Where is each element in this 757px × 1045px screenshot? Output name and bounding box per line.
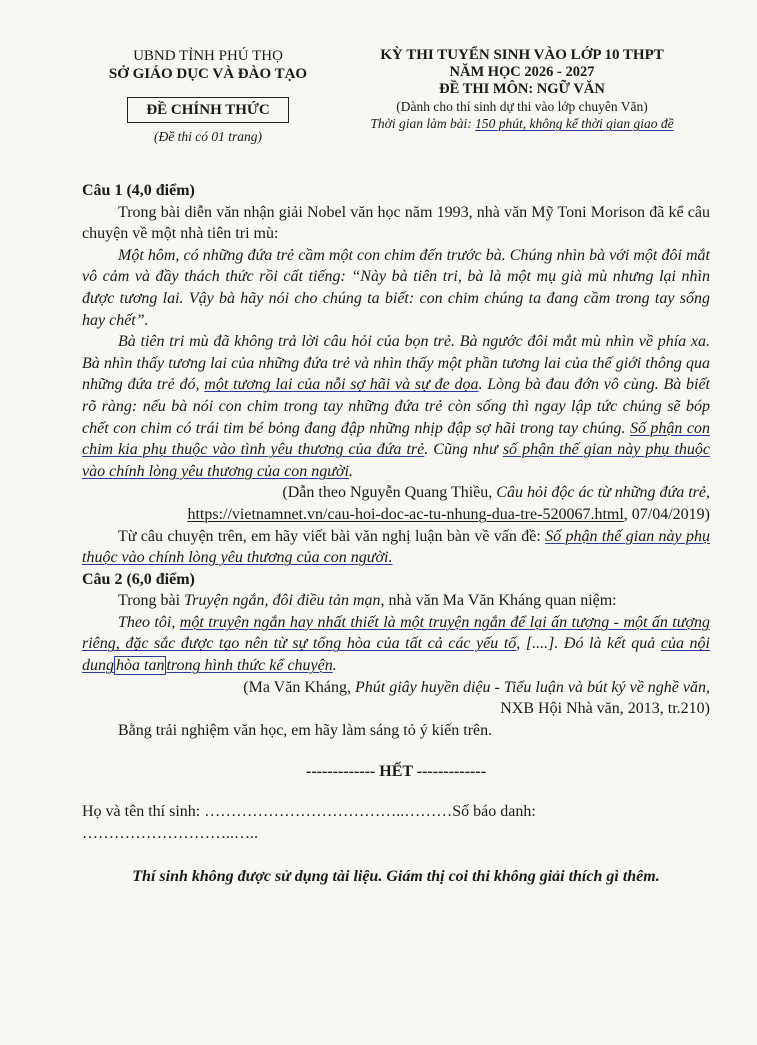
quote-underline-2: của nội dung (82, 635, 710, 675)
quote-boxed-term: hòa tan (116, 657, 165, 675)
story-text: Bà tiên tri mù đã không trả lời câu hỏi của bọn trẻ. Bà ngước đôi mắt mù nhìn về phía xa. Bà nhìn thấy tương lai của những đứa trẻ và nhìn thấy một phần tương lai của thế giới thông qua những đứa trẻ đó, (82, 333, 710, 394)
org-line1: UBND TỈNH PHÚ THỌ (133, 48, 283, 64)
story-text: . Lòng bà đau đớn vô cùng. Bà biết rõ ràng: nếu bà nói con chim trong tay những đứa trẻ còn sống thì ngay lập tức chúng sẽ bóp chết con chim có trái tim bé bỏng đang đập những nhịp đập sợ hãi trong tay chúng. (82, 376, 710, 437)
q1-intro: Trong bài diễn văn nhận giải Nobel văn học năm 1993, nhà văn Mỹ Toni Morison đã kể câu chuyện về một nhà tiên tri mù: (82, 203, 710, 243)
org-line2: SỞ GIÁO DỤC VÀ ĐÀO TẠO (108, 66, 308, 82)
q2-task: Bằng trải nghiệm văn học, em hãy làm sáng tỏ ý kiến trên. (118, 721, 493, 739)
audience: (Dành cho thí sinh dự thi vào lớp chuyên Văn) (396, 99, 648, 114)
q1-task (82, 526, 710, 569)
time-prefix: Thời gian làm bài: (370, 116, 476, 131)
story-underline-2: Số phận con chim kia phụ thuộc vào tình yêu thương của đứa trẻ (82, 419, 710, 459)
exam-body (82, 180, 710, 888)
quote-underline-1: một truyện ngắn hay nhất thiết là một truyện ngắn để lại ấn tượng - một ấn tượng riêng, đặc sắc được tạo nên từ sự tổng hòa của tất cả các yếu tố (82, 613, 711, 653)
quote-text: . (332, 657, 337, 675)
exam-info-block (322, 47, 722, 132)
candidate-info-line: Họ và tên thí sinh: ………………………………..………Số báo danh: ………………………..….. (82, 803, 536, 842)
exam-title: KỲ THI TUYỂN SINH VÀO LỚP 10 THPT (380, 47, 664, 63)
source-url: https://vietnamnet.vn/cau-hoi-doc-ac-tu-nhung-dua-tre-520067.html (187, 505, 624, 523)
story-underline-1: một tương lai của nỗi sợ hãi và sự đe dọa (204, 376, 479, 394)
quote-underline-3: trong hình thức kể chuyện (166, 657, 333, 675)
school-year: NĂM HỌC 2026 - 2027 (449, 64, 595, 80)
q1-source-line2 (82, 504, 710, 526)
task-prefix: Từ câu chuyện trên, em hãy viết bài văn nghị luận bàn về vấn đề: (118, 527, 546, 545)
intro-title: Truyện ngắn, đôi điều tản mạn (184, 592, 381, 610)
time-value: 150 phút, không kể thời gian giao đề (475, 116, 674, 131)
story-text: . (348, 462, 353, 480)
pages-note: (Đề thi có 01 trang) (154, 129, 262, 144)
source-date: , 07/04/2019) (623, 505, 710, 523)
q2-source-line1 (82, 677, 710, 699)
story-text: . Cũng như (424, 441, 503, 459)
source-title: Câu hỏi độc ác từ những đứa trẻ, (496, 484, 710, 502)
official-stamp: ĐỀ CHÍNH THỨC (127, 97, 289, 123)
quote-text: , [....]. Đó là kết quả (516, 635, 661, 653)
footer-note: Thí sinh không được sử dụng tài liệu. Giám thị coi thi không giải thích gì thêm. (132, 868, 660, 886)
source-title: Phút giây huyền diệu - Tiểu luận và bút ký về nghề văn, (354, 678, 710, 696)
task-topic: Số phận thế gian này phụ thuộc vào chính lòng yêu thương của con người. (82, 527, 711, 567)
intro-suffix: , nhà văn Ma Văn Kháng quan niệm: (380, 592, 617, 610)
q2-source-line2: NXB Hội Nhà văn, 2013, tr.210) (500, 700, 710, 718)
q2-heading: Câu 2 (6,0 điểm) (82, 570, 195, 588)
story-underline-3: số phận thế gian này phụ thuộc vào chính lòng yêu thương của con người (82, 441, 711, 480)
q2-intro (82, 590, 710, 612)
source-prefix: (Ma Văn Kháng, (243, 678, 355, 696)
intro-prefix: Trong bài (118, 592, 185, 610)
q1-story-part2 (82, 331, 710, 482)
q1-heading: Câu 1 (4,0 điểm) (82, 182, 195, 199)
time-limit (322, 115, 722, 132)
issuer-block (90, 47, 326, 145)
end-mark: ------------- HẾT ------------- (305, 763, 487, 781)
source-prefix: (Dẫn theo Nguyễn Quang Thiều, (282, 484, 497, 502)
q1-story-part1: Một hôm, có những đứa trẻ cầm một con chim đến trước bà. Chúng nhìn bà với một đôi mắt vô cảm và đầy thách thức rồi cất tiếng: “Này bà tiên tri, bà là một mụ già mù nhưng lại nhìn được tương lai. Vậy bà hãy nói cho chúng ta biết: con chim chúng ta đang cầm trong tay sống hay chết”. (82, 246, 710, 329)
q1-source-line1 (82, 482, 710, 504)
subject: ĐỀ THI MÔN: NGỮ VĂN (439, 81, 605, 97)
q2-quote (82, 612, 710, 677)
quote-text: Theo tôi, (118, 613, 180, 631)
